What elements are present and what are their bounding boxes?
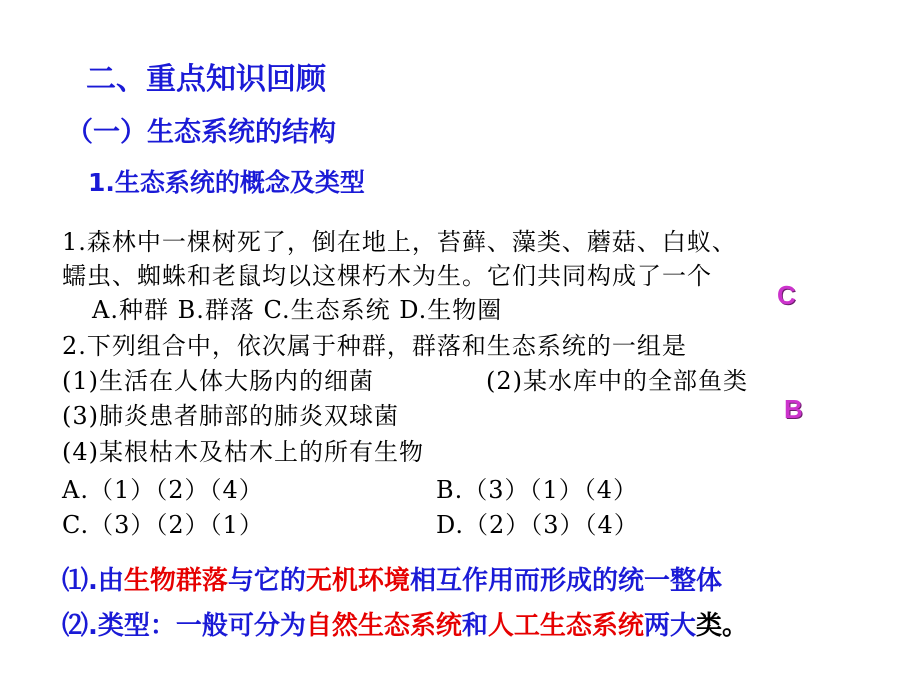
section-title: 1.生态系统的概念及类型 <box>88 168 365 197</box>
def2-mid1: 和 <box>461 611 488 641</box>
def1-mid: 与它的 <box>227 566 306 596</box>
def2-mid2: 两大 <box>643 611 696 641</box>
types-line <box>62 605 748 642</box>
q2-option-d: D.（2）（3）（4） <box>436 511 639 539</box>
def1-abiotic-environment: 无机环境 <box>305 566 410 596</box>
q2-answer: B <box>784 394 803 424</box>
q2-item2: (2)某水库中的全部鱼类 <box>486 367 748 395</box>
subheading: （一）生态系统的结构 <box>66 117 336 148</box>
q1-answer: C <box>777 280 796 310</box>
q2-option-a: A.（1）（2）（4） <box>62 476 264 504</box>
def2-natural-ecosystem: 自然生态系统 <box>305 611 462 641</box>
q2-option-b: B.（3）（1）（4） <box>436 476 639 504</box>
def2-artificial-ecosystem: 人工生态系统 <box>487 611 644 641</box>
definition-line <box>62 560 722 597</box>
heading: 二、重点知识回顾 <box>86 62 326 97</box>
q2-item3: (3)肺炎患者肺部的肺炎双球菌 <box>62 402 399 430</box>
def1-suffix: 相互作用而形成的统一整体 <box>409 566 722 596</box>
q2-option-c: C.（3）（2）（1） <box>62 511 264 539</box>
def2-prefix: ⑵.类型：一般可分为 <box>62 611 306 641</box>
def1-biotic-community: 生物群落 <box>123 566 228 596</box>
q1-options: A.种群 B.群落 C.生态系统 D.生物圈 <box>92 296 503 324</box>
def2-suffix: 类。 <box>695 611 748 641</box>
q2-item1: (1)生活在人体大肠内的细菌 <box>62 367 374 395</box>
q1-line1: 1.森林中一棵树死了，倒在地上，苔藓、藻类、蘑菇、白蚁、 <box>62 228 737 256</box>
def1-prefix: ⑴.由 <box>62 566 124 596</box>
q2-stem: 2.下列组合中，依次属于种群，群落和生态系统的一组是 <box>62 332 687 360</box>
q1-line2: 蠕虫、蜘蛛和老鼠均以这棵朽木为生。它们共同构成了一个 <box>62 262 712 290</box>
q2-item4: (4)某根枯木及枯木上的所有生物 <box>62 438 424 466</box>
